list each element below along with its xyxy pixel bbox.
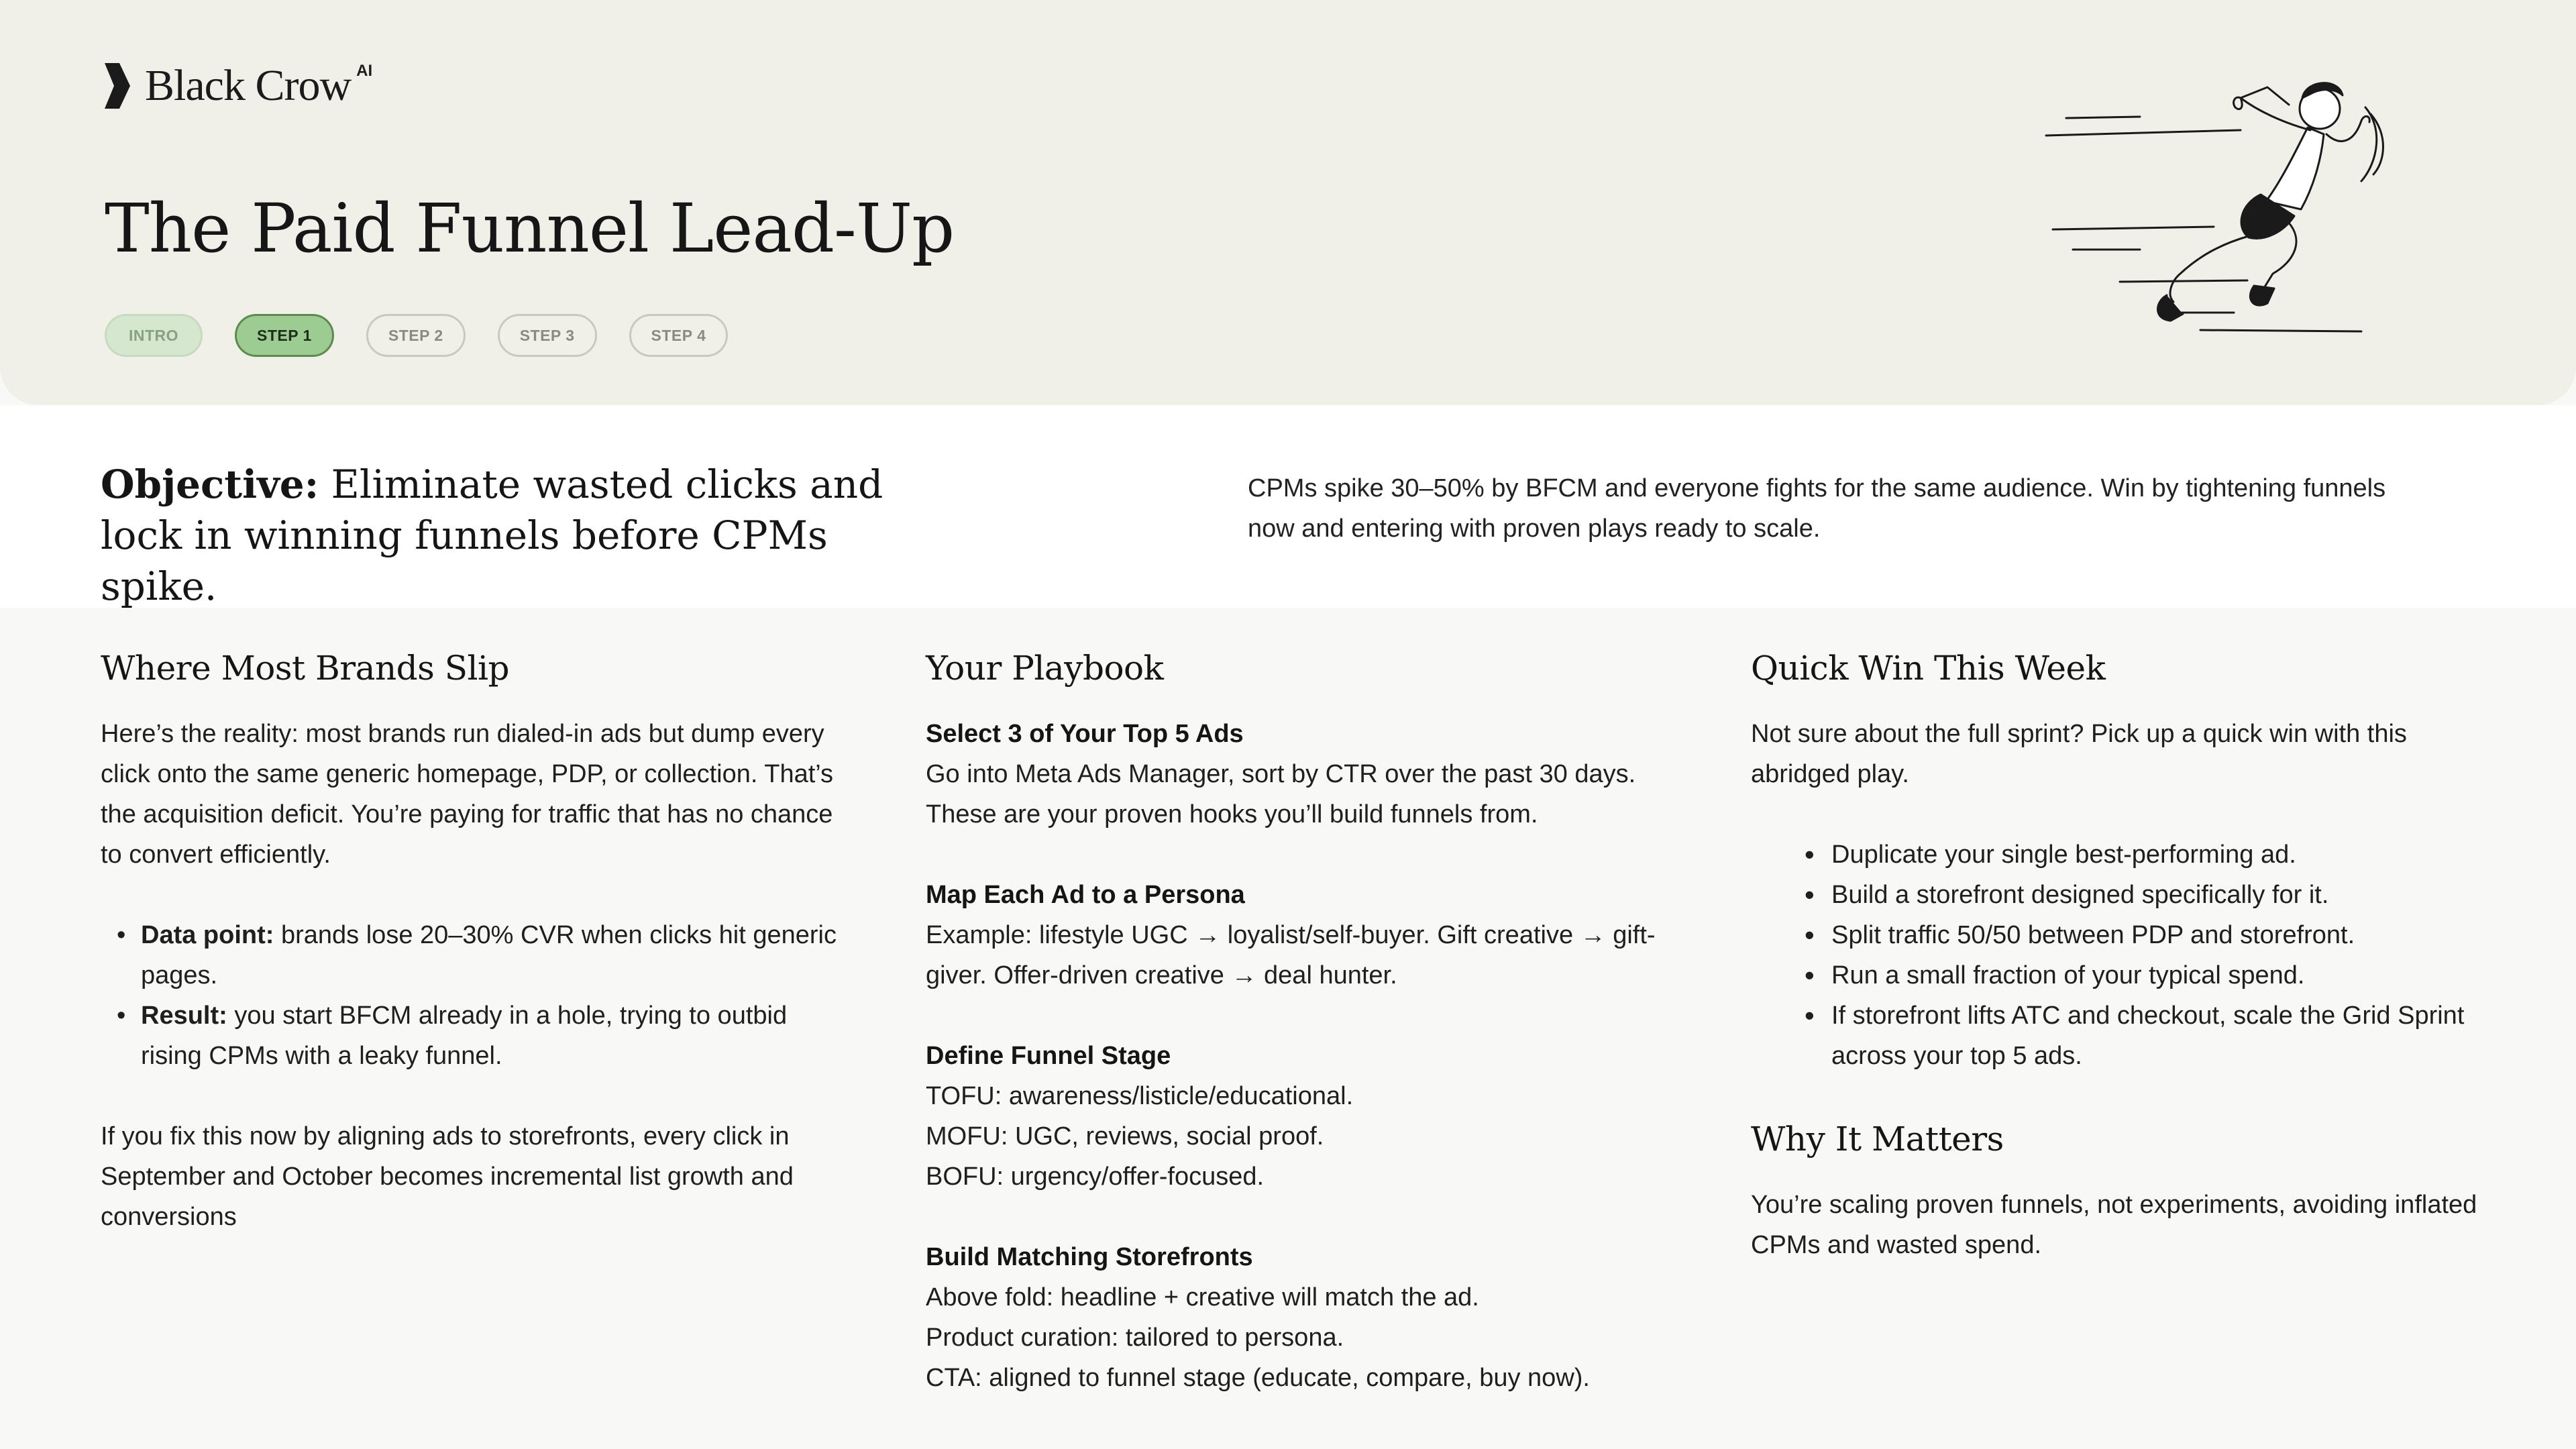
list-item xyxy=(101,915,845,996)
brand-logo[interactable] xyxy=(102,62,372,110)
slip-heading: Where Most Brands Slip xyxy=(101,649,509,688)
bullet-label: Data point: xyxy=(141,921,274,949)
list-item: • Duplicate your single best-performing ad. xyxy=(1751,835,2502,875)
spacer xyxy=(1751,794,2502,835)
playbook-item xyxy=(926,714,1677,835)
tab-intro[interactable]: INTRO xyxy=(105,314,203,357)
playbook-item-line: MOFU: UGC, reviews, social proof. xyxy=(926,1122,1324,1150)
playbook-item-title: Define Funnel Stage xyxy=(926,1042,1171,1070)
slip-intro: Here’s the reality: most brands run dialed-in ads but dump every click onto the same generic homepage, PDP, or collection. That’s the acquisition deficit. You’re paying for traffic that has no chance to convert efficiently. xyxy=(101,720,834,869)
brand-superscript: AI xyxy=(356,62,373,80)
playbook-item xyxy=(926,1237,1677,1398)
list-item: • Run a small fraction of your typical spend. xyxy=(1751,955,2502,996)
list-item: • Split traffic 50/50 between PDP and storefront. xyxy=(1751,915,2502,955)
list-item: • Build a storefront designed specifically for it. xyxy=(1751,875,2502,915)
brand-name: Black Crow xyxy=(145,61,352,110)
slip-outro: If you fix this now by aligning ads to storefronts, every click in September and October becomes incremental list growth and conversions xyxy=(101,1122,794,1231)
playbook-item-title: Select 3 of Your Top 5 Ads xyxy=(926,720,1244,748)
slip-bullets xyxy=(101,915,845,1076)
step-nav xyxy=(105,314,728,357)
playbook-item-line: CTA: aligned to funnel stage (educate, compare, buy now). xyxy=(926,1364,1590,1392)
playbook-column xyxy=(926,648,1677,1438)
playbook-item-line: Above fold: headline + creative will match the ad. xyxy=(926,1283,1479,1311)
list-item: • If storefront lifts ATC and checkout, scale the Grid Sprint across your top 5 ads. xyxy=(1751,996,2502,1076)
content-columns xyxy=(0,608,2576,1449)
bullet-text: you start BFCM already in a hole, trying to outbid rising CPMs with a leaky funnel. xyxy=(141,1002,788,1070)
spacer xyxy=(101,875,845,915)
quickwin-column xyxy=(1751,648,2502,1265)
objective-label: Objective: xyxy=(101,462,319,507)
spacer xyxy=(101,1076,845,1116)
tab-step-4[interactable]: STEP 4 xyxy=(629,314,729,357)
page-title: The Paid Funnel Lead-Up xyxy=(105,189,955,268)
tab-step-1[interactable]: STEP 1 xyxy=(235,314,334,357)
objective-note: CPMs spike 30–50% by BFCM and everyone fights for the same audience. Win by tightening funnels now and entering with proven plays ready to scale. xyxy=(1248,474,2386,543)
tab-step-2[interactable]: STEP 2 xyxy=(366,314,466,357)
quickwin-heading: Quick Win This Week xyxy=(1751,649,2106,688)
bullet-text: brands lose 20–30% CVR when clicks hit generic pages. xyxy=(141,921,837,989)
quickwin-intro: Not sure about the full sprint? Pick up a quick win with this abridged play. xyxy=(1751,720,2407,788)
hero-header xyxy=(0,0,2576,405)
objective-text: Eliminate wasted clicks and lock in winning funnels before CPMs spike. xyxy=(101,462,883,609)
playbook-item-line: BOFU: urgency/offer-focused. xyxy=(926,1163,1265,1191)
sprinter-illustration xyxy=(2039,60,2388,362)
playbook-item-line: TOFU: awareness/listicle/educational. xyxy=(926,1082,1354,1110)
crow-chevron-icon xyxy=(102,62,131,110)
playbook-item-line: Product curation: tailored to persona. xyxy=(926,1324,1344,1352)
playbook-heading: Your Playbook xyxy=(926,649,1164,688)
why-heading: Why It Matters xyxy=(1751,1120,2004,1159)
playbook-item-title: Map Each Ad to a Persona xyxy=(926,881,1245,909)
why-text: You’re scaling proven funnels, not experiments, avoiding inflated CPMs and wasted spend. xyxy=(1751,1191,2477,1259)
playbook-item xyxy=(926,875,1677,996)
tab-step-3[interactable]: STEP 3 xyxy=(498,314,597,357)
playbook-item-line: Example: lifestyle UGC → loyalist/self-buyer. Gift creative → gift-giver. Offer-driven creative → deal hunter. xyxy=(926,921,1656,989)
objective-section xyxy=(0,405,2576,608)
playbook-item-line: Go into Meta Ads Manager, sort by CTR over the past 30 days. These are your proven hooks you’ll build funnels from. xyxy=(926,760,1636,828)
slip-column xyxy=(101,648,845,1237)
playbook-item xyxy=(926,1036,1677,1197)
playbook-item-title: Build Matching Storefronts xyxy=(926,1243,1253,1271)
bullet-label: Result: xyxy=(141,1002,227,1030)
quickwin-bullets xyxy=(1751,835,2502,1076)
list-item xyxy=(101,996,845,1076)
objective-statement xyxy=(101,459,946,612)
